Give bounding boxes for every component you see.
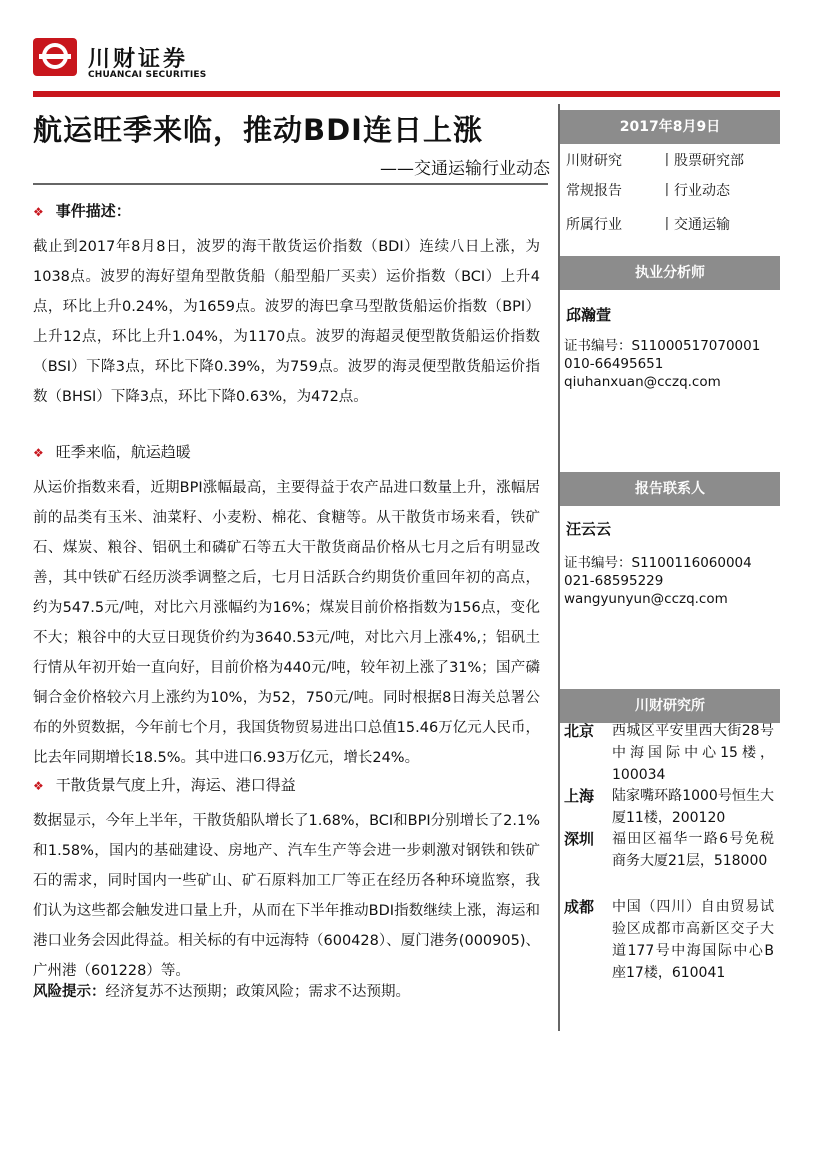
section-paragraph-event: 截止到2017年8月8日，波罗的海干散货运价指数（BDI）连续八日上涨，为1038点。波罗的海好望角型散货船（船型船厂买卖）运价指数（BCI）上升4点，环比上升0.24%，为1659点。波罗的海巴拿马型散货船运价指数（BPI）上升12点，环比上升1.04%，为1170点。波罗的海超灵便型散货船运价指数（BSI）下降3点，环比下降0.39%，为759点。波罗的海灵便型散货船运价指数（BHSI）下降3点，环比下降0.63%，为472点。: [33, 239, 540, 405]
section-heading-peak-season: ❖ 旺季来临，航运趋暖: [33, 443, 191, 461]
diamond-bullet-icon: ❖: [33, 446, 44, 460]
contact-name: 汪云云: [566, 520, 612, 538]
analyst-name: 邱瀚萱: [566, 306, 612, 324]
title-divider: [33, 183, 548, 185]
meta-row-report-type: 常规报告 丨行业动态: [566, 183, 730, 199]
institute-header: 川财研究所: [560, 689, 780, 723]
report-title: 航运旺季来临，推动BDI连日上涨: [33, 113, 483, 147]
header-rule: [33, 91, 780, 97]
contact-header: 报告联系人: [560, 472, 780, 506]
brand-name-cn: 川财证券: [88, 47, 189, 72]
meta-row-industry: 所属行业 丨交通运输: [566, 217, 730, 233]
risk-text: 经济复苏不达预期；政策风险；需求不达预期。: [105, 984, 410, 1000]
section-paragraph-dry-bulk: 数据显示，今年上半年，干散货船队增长了1.68%，BCI和BPI分别增长了2.1%和1.58%，国内的基础建设、房地产、汽车生产等会进一步刺激对钢铁和铁矿石的需求，同时国内一些矿山、矿石原料加工厂等正在经历各种环境监察，我们认为这些都会触发进口量上升，从而在下半年推动BDI指数继续上涨，海运和港口业务会因此得益。相关标的有中远海特（600428）、厦门港务(000905)、广州港（601228）等。: [33, 813, 540, 979]
brand-name-en: CHUANCAI SECURITIES: [88, 70, 207, 80]
analyst-header: 执业分析师: [560, 256, 780, 290]
section-paragraph-peak-season: 从运价指数来看，近期BPI涨幅最高，主要得益于农产品进口数量上升，涨幅居前的品类有玉米、油菜籽、小麦粉、棉花、食糖等。从干散货市场来看，铁矿石、煤炭、粮谷、铝矾土和磷矿石等五大干散货商品价格从七月之后有明显改善，其中铁矿石经历淡季调整之后，七月日活跃合约期货价重回年初的高点，约为547.5元/吨，对比六月涨幅约为16%；煤炭目前价格指数为156点，变化不大；粮谷中的大豆日现货价约为3640.53元/吨，对比六月上涨4%,；铝矾土行情从年初开始一直向好，目前价格为440元/吨，较年初上涨了31%；国产磷铜合金价格较六月上涨约为10%，为52，750元/吨。同时根据8日海关总署公布的外贸数据，今年前七个月，我国货物贸易进出口总值15.46万亿元人民币，比去年同期增长18.5%。其中进口6.93万亿元，增长24%。: [33, 480, 540, 766]
diamond-bullet-icon: ❖: [33, 779, 44, 793]
contact-cert: 证书编号：S1100116060004: [564, 555, 752, 571]
contact-phone: 021-68595229: [564, 573, 664, 589]
report-date: 2017年8月9日: [560, 110, 780, 144]
analyst-phone: 010-66495651: [564, 356, 664, 372]
analyst-email[interactable]: qiuhanxuan@cczq.com: [564, 374, 721, 390]
company-logo: [33, 38, 77, 76]
risk-warning: [33, 980, 410, 1001]
section-heading-dry-bulk: ❖ 干散货景气度上升，海运、港口得益: [33, 776, 296, 794]
meta-row-research: 川财研究 丨股票研究部: [566, 153, 744, 169]
section-heading-event: ❖ 事件描述：: [33, 202, 131, 220]
diamond-bullet-icon: ❖: [33, 205, 44, 219]
contact-email[interactable]: wangyunyun@cczq.com: [564, 591, 728, 607]
risk-label: 风险提示：: [33, 984, 106, 1000]
analyst-cert: 证书编号：S11000517070001: [564, 338, 761, 354]
report-subtitle: ——交通运输行业动态: [380, 159, 550, 179]
